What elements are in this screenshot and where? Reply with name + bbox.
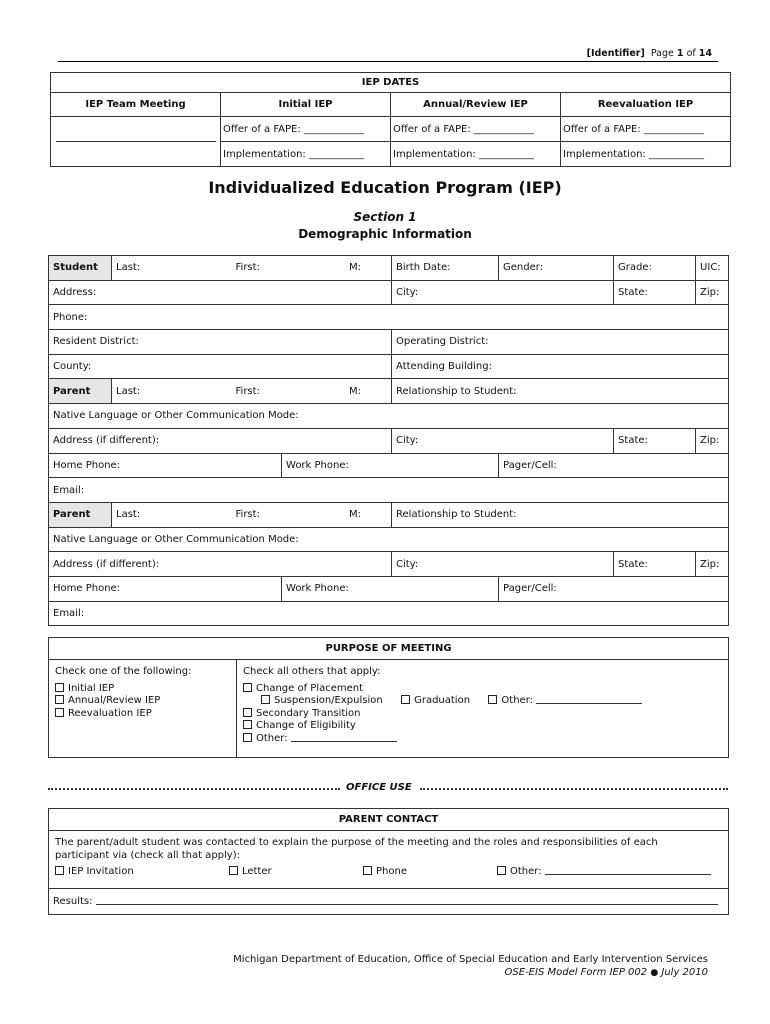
bullet-icon: ● [650, 968, 659, 978]
col-initial-iep: Initial IEP [221, 93, 391, 117]
purpose-title: PURPOSE OF MEETING [49, 638, 729, 660]
option-letter[interactable]: Letter [229, 866, 272, 879]
parent-contact-table [48, 808, 729, 915]
identifier-field[interactable]: [Identifier] [586, 48, 645, 59]
col-reevaluation: Reevaluation IEP [561, 93, 731, 117]
section-number: Section 1 [353, 210, 417, 224]
page-indicator: [Identifier] Page 1 of 14 [586, 48, 712, 59]
student-state-field[interactable]: State: [614, 280, 696, 305]
parent2-language-field[interactable]: Native Language or Other Communication Mode: [49, 527, 729, 552]
results-line[interactable] [96, 896, 718, 905]
dotted-rule [48, 788, 340, 790]
annual-impl-field[interactable]: Implementation: ___________ [391, 142, 561, 167]
student-middle-field[interactable]: M: [342, 256, 392, 281]
parent2-middle-field[interactable]: M: [342, 502, 392, 527]
option-change-placement[interactable]: Change of Placement [243, 683, 722, 696]
parent1-zip-field[interactable]: Zip: [696, 428, 729, 453]
parent1-work-phone-field[interactable]: Work Phone: [282, 453, 499, 478]
parent-contact-title: PARENT CONTACT [49, 809, 729, 831]
parent1-address-field[interactable]: Address (if different): [49, 428, 392, 453]
parent1-email-field[interactable]: Email: [49, 478, 729, 503]
student-phone-field[interactable]: Phone: [49, 305, 729, 330]
parent1-city-field[interactable]: City: [392, 428, 614, 453]
option-suspension[interactable]: Suspension/Expulsion [261, 695, 383, 706]
parent2-first-field[interactable]: First: [232, 502, 342, 527]
checkbox-icon[interactable] [55, 866, 64, 875]
initial-impl-field[interactable]: Implementation: ___________ [221, 142, 391, 167]
parent1-relationship-field[interactable]: Relationship to Student: [392, 379, 729, 404]
student-zip-field[interactable]: Zip: [696, 280, 729, 305]
option-other-contact[interactable]: Other: [497, 866, 711, 879]
contact-method-options [55, 866, 722, 880]
option-change-eligibility[interactable]: Change of Eligibility [243, 720, 722, 733]
checkbox-icon[interactable] [243, 720, 252, 729]
results-label: Results: [53, 896, 93, 907]
col-team-meeting: IEP Team Meeting [51, 93, 221, 117]
checkbox-icon[interactable] [243, 708, 252, 717]
option-annual-review[interactable]: Annual/Review IEP [55, 695, 230, 708]
student-address-field[interactable]: Address: [49, 280, 392, 305]
county-field[interactable]: County: [49, 354, 392, 379]
parent-contact-body [49, 831, 729, 889]
option-iep-invitation[interactable]: IEP Invitation [55, 866, 134, 879]
checkbox-icon[interactable] [55, 695, 64, 704]
option-suspension-row [243, 695, 722, 708]
checkbox-icon[interactable] [363, 866, 372, 875]
purpose-right-heading: Check all others that apply: [243, 666, 381, 677]
option-reevaluation[interactable]: Reevaluation IEP [55, 708, 230, 721]
uic-field[interactable]: UIC: [696, 256, 729, 281]
reeval-impl-field[interactable]: Implementation: ___________ [561, 142, 731, 167]
option-graduation[interactable]: Graduation [401, 695, 470, 706]
checkbox-icon[interactable] [488, 695, 497, 704]
demographics-table [48, 255, 729, 626]
dotted-rule [420, 788, 728, 790]
footer-form-id: OSE-EIS Model Form IEP 002 ● July 2010 [504, 967, 708, 978]
birth-date-field[interactable]: Birth Date: [392, 256, 499, 281]
document-title: Individualized Education Program (IEP) [208, 178, 562, 197]
parent2-relationship-field[interactable]: Relationship to Student: [392, 502, 729, 527]
resident-district-field[interactable]: Resident District: [49, 330, 392, 355]
checkbox-icon[interactable] [401, 695, 410, 704]
parent-contact-text: The parent/adult student was contacted to explain the purpose of the meeting and the roles and responsibilities of each participant via (check all that apply): [55, 837, 658, 861]
checkbox-icon[interactable] [261, 695, 270, 704]
parent1-pager-field[interactable]: Pager/Cell: [499, 453, 729, 478]
other-text-line[interactable] [291, 733, 397, 742]
student-first-field[interactable]: First: [232, 256, 342, 281]
iep-dates-table [50, 72, 731, 167]
iep-dates-title: IEP DATES [51, 73, 731, 93]
parent2-last-field[interactable]: Last: [112, 502, 232, 527]
other-text-line[interactable] [536, 695, 642, 704]
parent1-label: Parent [49, 379, 112, 404]
checkbox-icon[interactable] [243, 733, 252, 742]
option-phone[interactable]: Phone [363, 866, 407, 879]
parent1-state-field[interactable]: State: [614, 428, 696, 453]
operating-district-field[interactable]: Operating District: [392, 330, 729, 355]
purpose-primary-options [49, 660, 237, 758]
page-header [58, 44, 718, 62]
gender-field[interactable]: Gender: [499, 256, 614, 281]
checkbox-icon[interactable] [243, 683, 252, 692]
office-use-label: OFFICE USE [346, 782, 412, 793]
team-meeting-date-field[interactable] [51, 117, 221, 167]
parent2-email-field[interactable]: Email: [49, 601, 729, 626]
parent1-language-field[interactable]: Native Language or Other Communication Mode: [49, 404, 729, 429]
student-last-field[interactable]: Last: [112, 256, 232, 281]
checkbox-icon[interactable] [55, 683, 64, 692]
option-secondary-transition[interactable]: Secondary Transition [243, 708, 722, 721]
parent2-pager-field[interactable]: Pager/Cell: [499, 576, 729, 601]
option-initial-iep[interactable]: Initial IEP [55, 683, 230, 696]
parent2-label: Parent [49, 502, 112, 527]
reeval-offer-field[interactable]: Offer of a FAPE: ____________ [561, 117, 731, 142]
initial-offer-field[interactable]: Offer of a FAPE: ____________ [221, 117, 391, 142]
annual-offer-field[interactable]: Offer of a FAPE: ____________ [391, 117, 561, 142]
parent2-home-phone-field[interactable]: Home Phone: [49, 576, 282, 601]
section-name: Demographic Information [298, 227, 472, 241]
checkbox-icon[interactable] [55, 708, 64, 717]
parent2-zip-field[interactable]: Zip: [696, 552, 729, 577]
student-label: Student [49, 256, 112, 281]
page-footer [233, 953, 708, 980]
parent1-last-field[interactable]: Last: [112, 379, 232, 404]
parent1-first-field[interactable]: First: [232, 379, 342, 404]
grade-field[interactable]: Grade: [614, 256, 696, 281]
purpose-left-heading: Check one of the following: [55, 666, 192, 677]
other-text-line[interactable] [545, 866, 711, 875]
checkbox-icon[interactable] [497, 866, 506, 875]
student-city-field[interactable]: City: [392, 280, 614, 305]
purpose-of-meeting-table [48, 637, 729, 758]
option-other-top[interactable]: Other: [488, 695, 642, 706]
office-use-divider [48, 782, 728, 796]
attending-building-field[interactable]: Attending Building: [392, 354, 729, 379]
parent1-home-phone-field[interactable]: Home Phone: [49, 453, 282, 478]
col-annual-review: Annual/Review IEP [391, 93, 561, 117]
purpose-other-options [237, 660, 729, 758]
parent1-middle-field[interactable]: M: [342, 379, 392, 404]
parent2-city-field[interactable]: City: [392, 552, 614, 577]
footer-agency: Michigan Department of Education, Office of Special Education and Early Intervention Services [233, 954, 708, 965]
results-row [49, 889, 729, 915]
parent2-state-field[interactable]: State: [614, 552, 696, 577]
checkbox-icon[interactable] [229, 866, 238, 875]
parent2-address-field[interactable]: Address (if different): [49, 552, 392, 577]
parent2-work-phone-field[interactable]: Work Phone: [282, 576, 499, 601]
option-other-bottom[interactable]: Other: [243, 733, 722, 746]
